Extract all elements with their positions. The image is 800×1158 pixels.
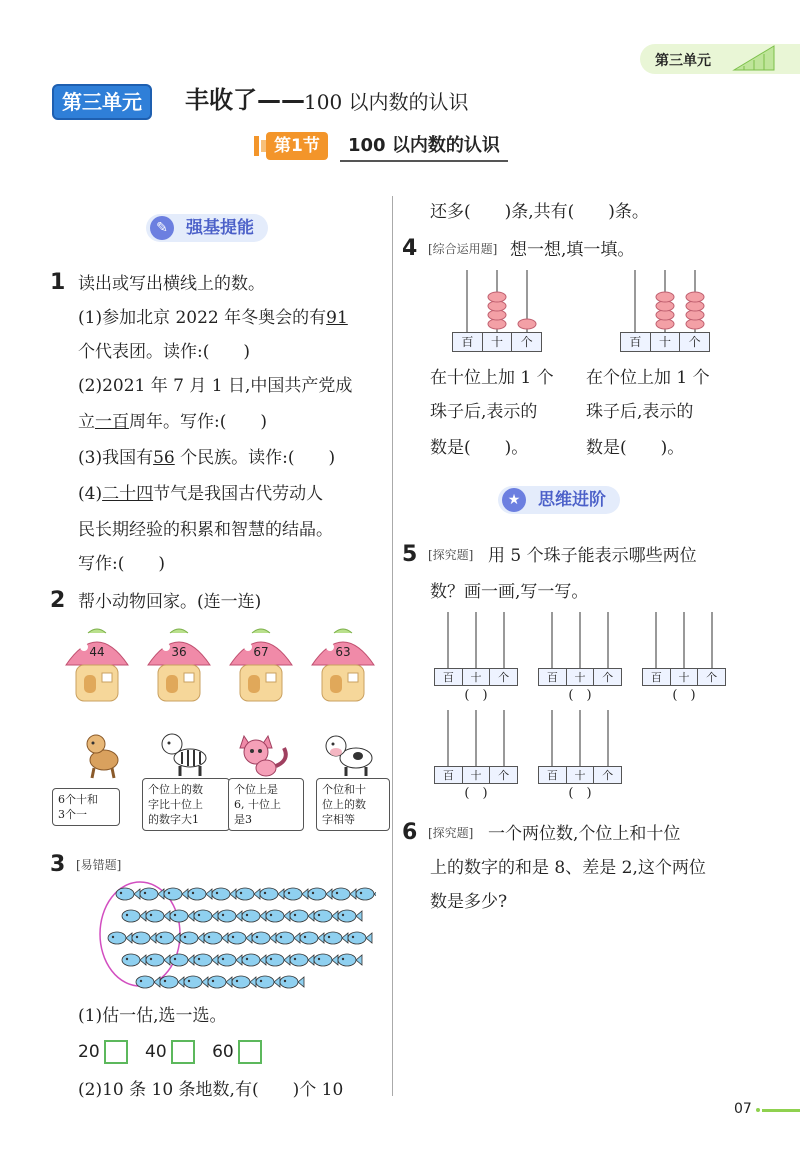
footer-dot xyxy=(756,1108,760,1112)
fish-icon xyxy=(290,910,314,922)
place-label: 个 xyxy=(706,671,718,684)
fish-icon xyxy=(164,888,188,900)
q6-line: 数是多少? xyxy=(430,892,508,912)
clue-text: 字相等 xyxy=(322,813,355,826)
fish-icon xyxy=(260,888,284,900)
place-label: 个 xyxy=(498,671,510,684)
clue-box xyxy=(52,788,120,826)
pencil-icon: ✎ xyxy=(150,216,174,240)
fish-icon xyxy=(108,932,132,944)
fish-icon xyxy=(194,954,218,966)
deer-icon[interactable] xyxy=(78,728,128,780)
q3-part1: (1)估一估,选一选。 xyxy=(78,1006,227,1026)
place-label: 十 xyxy=(567,767,595,783)
clue-text: 字比十位上 xyxy=(148,798,203,811)
fish-icon xyxy=(218,954,242,966)
place-label-row xyxy=(452,332,542,352)
place-label: 百 xyxy=(435,767,463,783)
house-number: 44 xyxy=(89,645,105,659)
answer-blank[interactable]: ( ) xyxy=(672,688,696,703)
fish-icon xyxy=(242,910,266,922)
fish-icon xyxy=(188,888,212,900)
empty-abacus[interactable] xyxy=(434,612,518,703)
mushroom-house[interactable] xyxy=(226,625,296,709)
q4-b-line: 珠子后,表示的 xyxy=(586,402,694,422)
q4-a-line: 在十位上加 1 个 xyxy=(430,368,554,388)
place-label: 十 xyxy=(463,767,491,783)
question-number: 4 xyxy=(402,236,418,261)
mushroom-house[interactable] xyxy=(62,625,132,709)
q3-part2: (2)10 条 10 条地数,有( )个 10 xyxy=(78,1080,344,1100)
pill-heading-basic xyxy=(146,214,268,242)
answer-checkbox[interactable] xyxy=(104,1040,128,1064)
clue-text: 6, 十位上 xyxy=(234,798,281,811)
cow-icon[interactable] xyxy=(322,730,378,778)
fish-icon xyxy=(218,910,242,922)
clue-text: 个位上的数 xyxy=(148,783,203,796)
q1-text: 周年。写作:( ) xyxy=(129,412,267,432)
place-label: 个 xyxy=(520,335,533,349)
page-number: 07 xyxy=(734,1101,752,1117)
fish-icon xyxy=(146,954,170,966)
abacus xyxy=(452,270,542,352)
place-label: 个 xyxy=(498,769,510,782)
unit-badge: 第三单元 xyxy=(52,84,152,120)
fish-icon xyxy=(184,976,208,988)
clue-box xyxy=(316,778,390,831)
clue-box xyxy=(228,778,304,831)
clue-text: 个位和十 xyxy=(322,783,366,796)
fish-icon xyxy=(324,932,348,944)
empty-abacus[interactable] xyxy=(434,710,518,801)
column-divider xyxy=(392,196,393,1096)
medal-icon: ★ xyxy=(502,488,526,512)
q1-line4b: 民长期经验的积累和智慧的结晶。 xyxy=(78,520,333,540)
ruler-icon xyxy=(730,42,780,72)
q1-underlined-number: 二十四 xyxy=(102,484,154,504)
empty-abacus[interactable] xyxy=(538,612,622,703)
answer-checkbox[interactable] xyxy=(238,1040,262,1064)
fish-icon xyxy=(146,910,170,922)
q5-line: 数？画一画,写一写。 xyxy=(430,582,589,602)
answer-blank[interactable]: ( ) xyxy=(568,688,592,703)
fish-icon xyxy=(332,888,356,900)
fish-icon xyxy=(338,910,362,922)
place-label: 十 xyxy=(463,669,491,685)
fish-icon xyxy=(308,888,332,900)
q3-continuation: 还多( )条,共有( )条。 xyxy=(430,202,649,222)
fish-icon xyxy=(314,910,338,922)
unit-tab-label: 第三单元 xyxy=(655,53,711,69)
q1-line1 xyxy=(78,306,348,330)
fish-icon xyxy=(194,910,218,922)
clue-text: 6个十和 xyxy=(58,793,98,806)
fish-icon xyxy=(136,976,160,988)
fish-icon xyxy=(256,976,280,988)
q1-underlined-number: 一百 xyxy=(95,412,129,432)
pill-heading-label: 强基提能 xyxy=(186,218,254,238)
q1-line4 xyxy=(78,482,323,506)
clue-text: 是3 xyxy=(234,813,252,826)
answer-blank[interactable]: ( ) xyxy=(568,786,592,801)
q1-underlined-number: 91 xyxy=(326,308,348,328)
fish-icon xyxy=(170,954,194,966)
fish-icon xyxy=(280,976,304,988)
option-value: 40 xyxy=(145,1042,167,1062)
zebra-icon[interactable] xyxy=(158,730,214,778)
fish-icon xyxy=(266,954,290,966)
q1-line3 xyxy=(78,446,335,470)
fish-icon xyxy=(242,954,266,966)
fish-icon xyxy=(300,932,324,944)
fish-icon xyxy=(314,954,338,966)
place-label-row xyxy=(620,332,710,352)
option-value: 60 xyxy=(212,1042,234,1062)
place-label: 百 xyxy=(621,333,651,351)
fish-icon xyxy=(160,976,184,988)
question-tag: [探究题] xyxy=(428,548,474,562)
footer-bar xyxy=(762,1109,800,1112)
place-label: 百 xyxy=(539,767,567,783)
fish-icon xyxy=(338,954,362,966)
fish-icon xyxy=(170,910,194,922)
q1-stem: 读出或写出横线上的数。 xyxy=(78,274,265,294)
empty-abacus[interactable] xyxy=(642,612,726,703)
house-number: 63 xyxy=(335,645,351,659)
clue-text: 的数字大1 xyxy=(148,813,199,826)
clue-text: 个位上是 xyxy=(234,783,278,796)
option-value: 20 xyxy=(78,1042,100,1062)
place-label: 百 xyxy=(539,669,567,685)
answer-blank[interactable]: ( ) xyxy=(464,786,488,801)
question-number: 3 xyxy=(50,852,66,877)
fish-icon xyxy=(132,932,156,944)
answer-blank[interactable]: ( ) xyxy=(464,688,488,703)
fish-icon xyxy=(208,976,232,988)
pill-heading-advanced xyxy=(498,486,620,514)
place-label: 个 xyxy=(602,769,614,782)
page-title: 丰收了—— xyxy=(185,86,305,114)
place-label: 个 xyxy=(688,335,701,349)
q1-text: 节气是我国古代劳动人 xyxy=(153,484,324,504)
q4-b-line: 在个位上加 1 个 xyxy=(586,368,710,388)
fish-icon xyxy=(276,932,300,944)
q1-text: (4) xyxy=(78,484,103,504)
place-label: 十 xyxy=(483,333,513,351)
fish-icon xyxy=(232,976,256,988)
place-label: 十 xyxy=(567,669,595,685)
place-label: 百 xyxy=(643,669,671,685)
section-badge: 第1节 xyxy=(266,132,328,160)
q1-text: (1)参加北京 2022 年冬奥会的有 xyxy=(78,308,327,328)
clue-box xyxy=(142,778,230,831)
q1-text: 立 xyxy=(78,412,95,432)
fish-group xyxy=(96,880,376,990)
question-number: 1 xyxy=(50,270,66,295)
pill-heading-label: 思维进阶 xyxy=(538,490,606,510)
fish-icon xyxy=(204,932,228,944)
house-number: 67 xyxy=(253,645,269,659)
fish-icon xyxy=(290,954,314,966)
fish-icon xyxy=(252,932,276,944)
abacus xyxy=(620,270,710,352)
place-label: 十 xyxy=(651,333,681,351)
question-tag: [综合运用题] xyxy=(428,242,498,256)
q1-line2b xyxy=(78,410,267,434)
q2-stem: 帮小动物回家。(连一连) xyxy=(78,592,262,612)
place-label: 十 xyxy=(671,669,699,685)
mushroom-house[interactable] xyxy=(308,625,378,709)
fish-icon xyxy=(266,910,290,922)
q1-line1b: 个代表团。读作:( ) xyxy=(78,342,250,362)
fox-icon[interactable] xyxy=(236,730,292,778)
q6-line: 上的数字的和是 8、差是 2,这个两位 xyxy=(430,858,706,878)
q4-b-line: 数是( )。 xyxy=(586,438,685,458)
q3-options xyxy=(78,1040,262,1064)
q1-text: (3)我国有 xyxy=(78,448,154,468)
page-subtitle: 100 以内数的认识 xyxy=(304,90,469,114)
fish-icon xyxy=(228,932,252,944)
question-tag: [探究题] xyxy=(428,826,474,840)
houses-row xyxy=(60,625,380,705)
question-number: 6 xyxy=(402,820,418,845)
empty-abacus[interactable] xyxy=(538,710,622,801)
place-label: 百 xyxy=(453,333,483,351)
mushroom-house[interactable] xyxy=(144,625,214,709)
fish-icon xyxy=(348,932,372,944)
fish-icon xyxy=(122,954,146,966)
q1-text: 个民族。读作:( ) xyxy=(174,448,336,468)
section-title: 100 以内数的认识 xyxy=(340,132,508,162)
clue-text: 3个一 xyxy=(58,808,87,821)
q4-a-line: 数是( )。 xyxy=(430,438,529,458)
fish-icon xyxy=(122,910,146,922)
place-label: 个 xyxy=(602,671,614,684)
q1-underlined-number: 56 xyxy=(153,448,175,468)
fish-icon xyxy=(116,888,140,900)
q1-line4c: 写作:( ) xyxy=(78,554,165,574)
place-label: 百 xyxy=(435,669,463,685)
question-number: 5 xyxy=(402,542,418,567)
answer-checkbox[interactable] xyxy=(171,1040,195,1064)
fish-icon xyxy=(180,932,204,944)
q5-line: 用 5 个珠子能表示哪些两位 xyxy=(488,546,697,566)
question-number: 2 xyxy=(50,588,66,613)
fish-icon xyxy=(356,888,376,900)
question-tag: [易错题] xyxy=(76,858,122,872)
q4-stem: 想一想,填一填。 xyxy=(510,240,635,260)
fish-icon xyxy=(236,888,260,900)
q6-line: 一个两位数,个位上和十位 xyxy=(488,824,681,844)
q4-a-line: 珠子后,表示的 xyxy=(430,402,538,422)
fish-icon xyxy=(156,932,180,944)
clue-text: 位上的数 xyxy=(322,798,366,811)
q1-line2: (2)2021 年 7 月 1 日,中国共产党成 xyxy=(78,376,353,396)
fish-icon xyxy=(212,888,236,900)
fish-icon xyxy=(284,888,308,900)
house-number: 36 xyxy=(171,645,187,659)
